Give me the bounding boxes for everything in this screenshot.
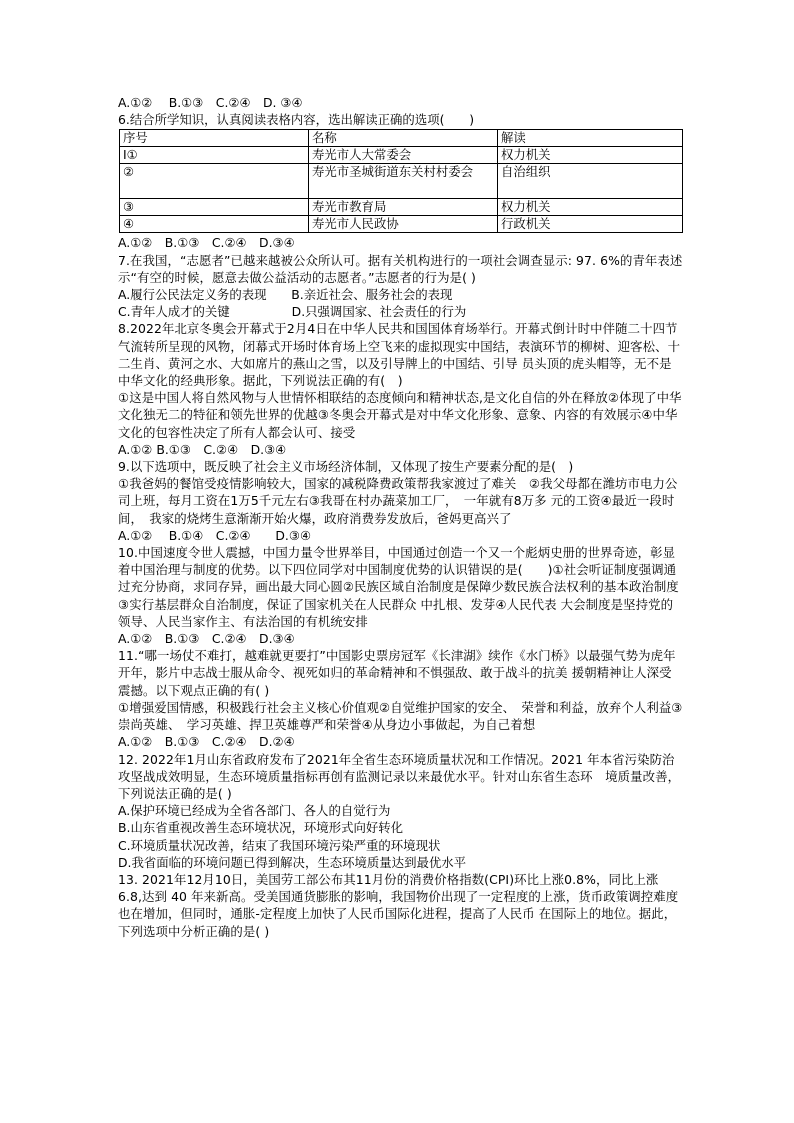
q11-items: ①增强爱国情感，积极践行社会主义核心价值观②自觉维护国家的安全、 荣誉和利益，放弃个人利益③崇尚英雄、 学习英雄、捍卫英雄尊严和荣誉④从身边小事做起，为自己着想 — [118, 699, 683, 733]
exam-page — [118, 94, 684, 940]
q12-option-a: A.保护环境已经成为全省各部门、各人的自觉行为 — [118, 803, 391, 819]
q11-options: A.①② B.①③ C.②④ D.②④ — [118, 734, 295, 750]
table-cell: 寿光市人民政协 — [309, 216, 498, 233]
table-cell: 寿光市圣城街道东关村村委会 — [309, 164, 498, 199]
table-cell: 寿光市人大常委会 — [309, 147, 498, 164]
q6-table — [119, 129, 683, 233]
q8-items: ①这是中国人将自然风物与人世情怀相联结的态度倾向和精神状态,是文化自信的外在释放②体现了中华文化独无二的特征和领先世界的优越③冬奥会开幕式是对中华文化形象、意象、内容的有效展示④中华文化的包容性决定了所有人都会认可、接受 — [118, 390, 682, 440]
q7-option-cd: C.青年人成才的关键 D.只强调国家、社会责任的行为 — [118, 304, 467, 320]
q5-options: A.①② B.①③ C.②④ D. ③④ — [118, 95, 303, 110]
q6-options: A.①② B.①③ C.②④ D.③④ — [118, 235, 295, 251]
q7-stem: 7.在我国，“志愿者”已越来越被公众所认可。据有关机构进行的一项社会调查显示: 97. 6%的青年表述示“有空的时候，愿意去做公益活动的志愿者。”志愿者的行为是( ) — [118, 252, 683, 285]
table-header-cell: 名称 — [309, 130, 498, 147]
table-cell: ② — [120, 164, 309, 199]
table-row — [120, 147, 683, 164]
q9-options: A.①② B.①④ C.②④ D.③④ — [118, 527, 312, 543]
table-cell: 权力机关 — [498, 199, 683, 216]
table-cell: 寿光市教育局 — [309, 199, 498, 216]
q10-stem: 10.中国速度令世人震撼，中国力量令世界举目，中国通过创造一个又一个彪炳史册的世界奇迹，彰显着中国治理与制度的优势。以下四位同学对中国制度优势的认识错误的是( )①社会听证制度强调通过充分协商，求同存异，画出最大同心圆②民族区域自治制度是保障少数民族合法权利的基本政治制度③实行基层群众自治制度，保证了国家机关在人民群众 中扎根、发芽④人民代表 大会制度是坚持党的领导、人民当家作主、有法治国的有机统安排 — [118, 545, 679, 629]
q11-stem: 11.“哪一场仗不难打，越难就更要打”中国影史票房冠军《长津湖》续作《水门桥》以最强气势为虎年开年，影片中志战士服从命令、视死如归的革命精神和不惧强敌、敢于战斗的抗美 援朝精神让人深受震撼。以下观点正确的有( ) — [118, 648, 676, 698]
q9-stem: 9.以下选项中，既反映了社会主义市场经济体制，又体现了按生产要素分配的是( ) — [118, 459, 574, 475]
table-cell: ④ — [120, 216, 309, 233]
table-cell: I① — [120, 147, 309, 164]
table-header-row — [120, 130, 683, 147]
q12-option-b: B.山东省重视改善生态环境状况，环境形式向好转化 — [118, 820, 404, 836]
table-header-cell: 解读 — [498, 130, 683, 147]
table-cell: 自治组织 — [498, 164, 683, 199]
table-header-cell: 序号 — [120, 130, 309, 147]
q7-option-ab: A.履行公民法定义务的表现 B.亲近社会、服务社会的表现 — [118, 287, 453, 303]
table-row — [120, 216, 683, 233]
q10-options: A.①② B.①③ C.②④ D.③④ — [118, 631, 295, 647]
q12-option-c: C.环境质量状况改善，结束了我国环境污染严重的环境现状 — [118, 837, 441, 853]
q12-option-d: D.我省面临的环境问题已得到解决，生态环境质量达到最优水平 — [118, 854, 467, 870]
table-cell: 权力机关 — [498, 147, 683, 164]
table-row — [120, 199, 683, 216]
table-cell: 行政机关 — [498, 216, 683, 233]
q9-items: ①我爸妈的餐馆受疫情影响较大，国家的减税降费政策帮我家渡过了难关 ②我父母都在潍坊市电力公司上班，每月工资在1万5千元左右③我哥在村办蔬菜加工厂， 一年就有8万多 元的工资④最近一段时间， 我家的烧烤生意渐渐开始火爆，政府消费券发放后，爸妈更高兴了 — [118, 476, 678, 526]
table-cell: ③ — [120, 199, 309, 216]
table-row — [120, 164, 683, 199]
q13-stem: 13. 2021年12月10日，美国劳工部公布其11月份的消费价格指数(CPI)环比上涨0.8%，同比上涨 6.8,达到 40 年来新高。受美国通货膨胀的影响，我国物价出现了一定程度的上涨，货币政策调控难度也在增加，但同时，通胀-定程度上加快了人民币国际化进程，提高了人民币 在国际上的地位。据此，下列选项中分析正确的是( ) — [118, 871, 679, 939]
q8-stem: 8.2022年北京冬奥会开幕式于2月4日在中华人民共和国国体育场举行。开幕式倒计时中伴随二十四节气流转所呈现的风物，闭幕式开场时体育场上空飞来的虚拟现实中国结，表演环节的柳树、迎客松、十二生肖、黄河之水、大如席片的燕山之雪，以及引导牌上的中国结、引导 员头顶的虎头帽等，无不是中华文化的经典形象。据此，下列说法正确的有( ) — [118, 321, 681, 389]
q6-stem: 6.结合所学知识，认真阅读表格内容，选出解读正确的选项( ) — [118, 112, 475, 128]
q12-stem: 12. 2022年1月山东省政府发布了2021年全省生态环境质量状况和工作情况。2021 年本省污染防治攻坚战成效明显，生态环境质量指标再创有监测记录以来最优水平。针对山东省生态环 境质量改善，下列说法正确的是( ) — [118, 751, 681, 801]
q8-options: A.①② B.①③ C.②④ D.③④ — [118, 441, 287, 457]
